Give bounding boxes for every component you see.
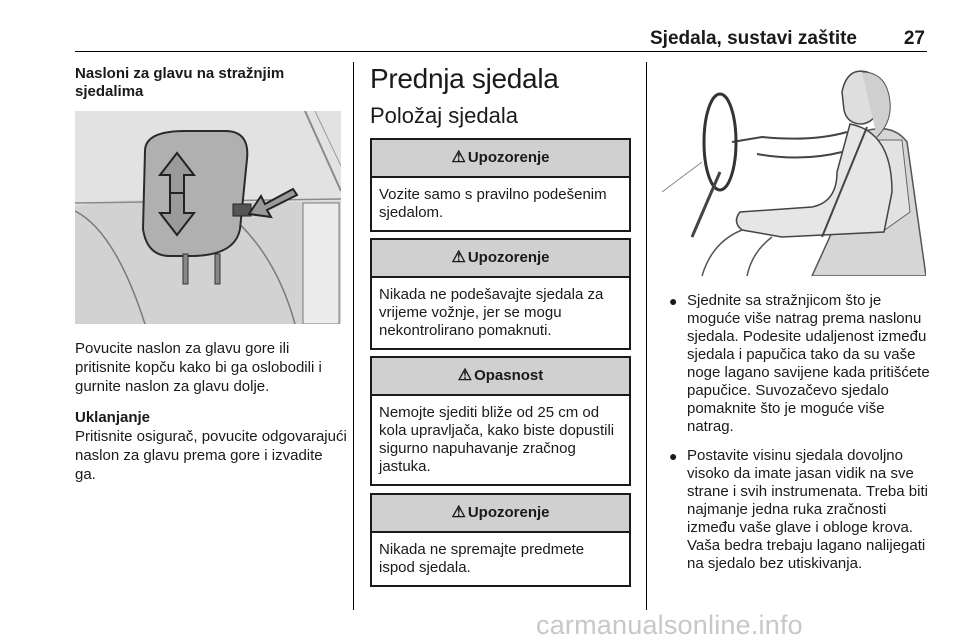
danger-box xyxy=(370,356,631,486)
danger-text: Nemojte sjediti bliže od 25 cm od kola upravljača, kako biste dopustili sigurno napuhavanje zračnog jastuka. xyxy=(379,404,615,475)
bullet-icon: ● xyxy=(669,448,678,464)
warning-text: Nikada ne spremajte predmete ispod sjedala. xyxy=(379,541,585,576)
warning-box xyxy=(370,138,631,232)
bullet-icon: ● xyxy=(669,293,678,309)
warning-header xyxy=(372,140,629,178)
middle-column xyxy=(370,62,632,130)
column-divider-2 xyxy=(646,62,647,610)
rear-headrest-illustration xyxy=(75,111,341,324)
driver-seating-illustration xyxy=(662,62,926,276)
warning-label: Upozorenje xyxy=(467,249,550,266)
left-column xyxy=(75,65,343,101)
warning-header xyxy=(372,495,629,533)
warning-triangle-icon: ⚠ xyxy=(451,504,466,521)
warning-label: Upozorenje xyxy=(467,504,550,521)
warning-text: Vozite samo s pravilno podešenim sjedalom. xyxy=(379,186,607,221)
rear-headrest-heading: Nasloni za glavu na stražnjim sjedalima xyxy=(75,65,285,100)
warning-triangle-icon: ⚠ xyxy=(451,249,466,266)
seat-position-subtitle: Položaj sjedala xyxy=(370,103,518,128)
page-header xyxy=(75,27,927,52)
bullet-text: Postavite visinu sjedala dovoljno visoko da imate jasan vidik na sve strane i svih instrumenata. Treba biti najmanje jedna ruka zračnosti između vaše glave i obloge krova. Vaša bedra trebaju lagano nalijegati na sjedalo bez utiskivanja. xyxy=(687,447,928,572)
left-body xyxy=(75,339,347,484)
section-title: Sjedala, sustavi zaštite xyxy=(650,28,857,49)
page-number: 27 xyxy=(903,28,925,49)
warning-triangle-icon: ⚠ xyxy=(451,149,466,166)
right-column xyxy=(662,292,932,584)
front-seats-title: Prednja sjedala xyxy=(370,63,559,94)
warning-box xyxy=(370,493,631,587)
warning-text: Nikada ne podešavajte sjedala za vrijeme vožnje, jer se mogu nekontrolirano pomaknuti. xyxy=(379,286,604,339)
removal-subheading: Uklanjanje xyxy=(75,409,151,426)
headrest-removal-text: Pritisnite osigurač, povucite odgovarajući naslon za glavu prema gore i izvadite ga. xyxy=(75,428,347,483)
list-item xyxy=(662,292,932,436)
warning-box xyxy=(370,238,631,350)
warning-triangle-icon: ⚠ xyxy=(457,367,473,384)
list-item xyxy=(662,447,932,573)
bullet-text: Sjednite sa stražnjicom što je moguće više natrag prema naslonu sjedala. Podesite udaljenost između sjedala i papučica tako da su vaše noge lagano savijene kada pritišćete papučice. Suvozačevo sjedalo pomaknite što je moguće više natrag. xyxy=(687,292,930,435)
watermark: carmanualsonline.info xyxy=(536,610,803,640)
danger-header xyxy=(372,358,629,396)
danger-label: Opasnost xyxy=(474,367,544,384)
warning-header xyxy=(372,240,629,278)
headrest-adjust-text: Povucite naslon za glavu gore ili pritisnite kopču kako bi ga oslobodili i gurnite naslon za glavu dolje. xyxy=(75,340,322,395)
column-divider-1 xyxy=(353,62,354,610)
warning-label: Upozorenje xyxy=(467,149,550,166)
